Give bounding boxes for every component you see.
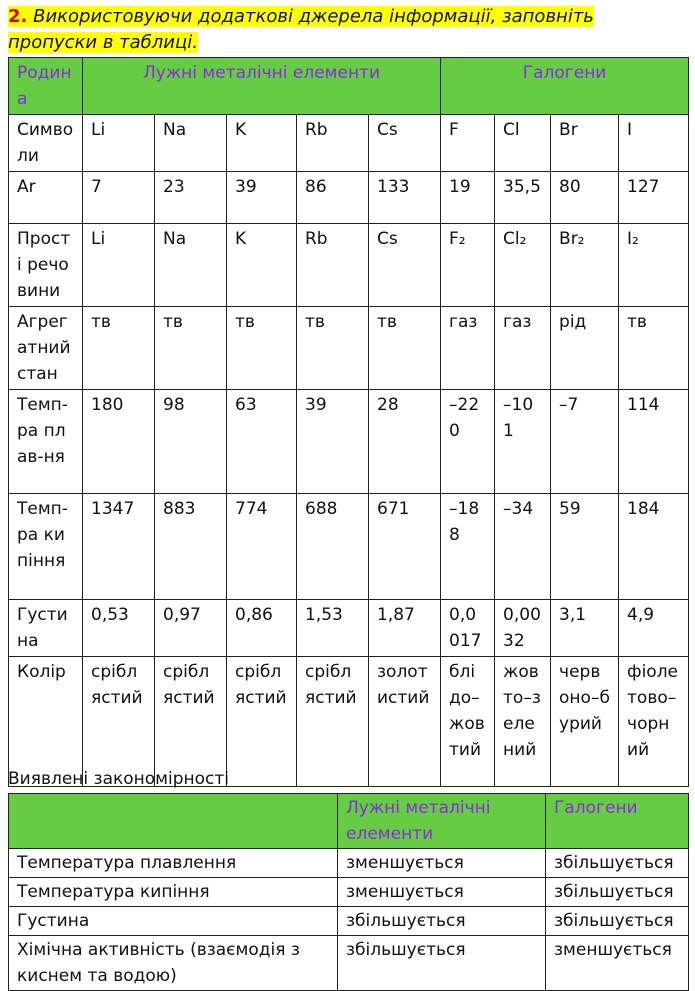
table-cell: Li xyxy=(83,224,155,307)
table-cell: Li xyxy=(83,115,155,172)
table-cell: червоно–бурий xyxy=(551,657,619,787)
header-alkali: Лужні металічні елементи xyxy=(338,794,546,849)
table-cell: 63 xyxy=(227,390,297,494)
table-cell: –7 xyxy=(551,390,619,494)
table-cell: сріблястий xyxy=(83,657,155,787)
table-cell: тв xyxy=(227,307,297,390)
table-cell: сріблястий xyxy=(297,657,369,787)
table-cell: 39 xyxy=(297,390,369,494)
table-cell: тв xyxy=(83,307,155,390)
table-cell: K xyxy=(227,115,297,172)
table-row xyxy=(9,600,689,657)
table-cell: Br₂ xyxy=(551,224,619,307)
table-row xyxy=(9,307,689,390)
table-cell: 0,53 xyxy=(83,600,155,657)
header-alkali: Лужні металічні елементи xyxy=(83,58,441,115)
table-cell: –220 xyxy=(441,390,495,494)
table-cell: 0,0017 xyxy=(441,600,495,657)
row-label: Густина xyxy=(9,600,83,657)
table-cell: Хімічна активність (взаємодія з киснем та водою) xyxy=(9,936,338,991)
table-cell: збільшується xyxy=(338,936,546,991)
table-cell: зменшується xyxy=(338,849,546,878)
header-halogens: Галогени xyxy=(441,58,689,115)
table-cell: 0,0032 xyxy=(495,600,551,657)
table-cell: 7 xyxy=(83,172,155,224)
row-label: Символи xyxy=(9,115,83,172)
row-label: Темп-ра кипіння xyxy=(9,494,83,600)
row-label: Колір xyxy=(9,657,83,787)
header-halogens: Галогени xyxy=(546,794,689,849)
table-row xyxy=(9,224,689,307)
table-cell: 28 xyxy=(369,390,441,494)
table-cell: 35,5 xyxy=(495,172,551,224)
table-cell: газ xyxy=(495,307,551,390)
table-cell: 1,87 xyxy=(369,600,441,657)
task-text: Використовуючи додаткові джерела інформації, заповніть пропуски в таблиці. xyxy=(8,6,594,53)
table-cell: 1347 xyxy=(83,494,155,600)
table-cell: Cs xyxy=(369,224,441,307)
table-cell: фіолетово–чорний xyxy=(619,657,689,787)
table-cell: тв xyxy=(155,307,227,390)
table-cell: –101 xyxy=(495,390,551,494)
header-property xyxy=(9,794,338,849)
table-cell: F₂ xyxy=(441,224,495,307)
row-label: Агрегатний стан xyxy=(9,307,83,390)
table-row xyxy=(9,907,689,936)
table-header-row xyxy=(9,794,689,849)
table-cell: сріблястий xyxy=(155,657,227,787)
table-row xyxy=(9,936,689,991)
table-cell: Rb xyxy=(297,224,369,307)
table-cell: Na xyxy=(155,224,227,307)
table-cell: рід xyxy=(551,307,619,390)
table-row xyxy=(9,878,689,907)
table-cell: Температура плавлення xyxy=(9,849,338,878)
table-cell: 59 xyxy=(551,494,619,600)
table-cell: 127 xyxy=(619,172,689,224)
table-row xyxy=(9,849,689,878)
table-cell: збільшується xyxy=(546,907,689,936)
table-cell: сріблястий xyxy=(227,657,297,787)
patterns-subtitle: Виявлені закономірності xyxy=(8,769,229,789)
table-cell: 688 xyxy=(297,494,369,600)
elements-table xyxy=(8,57,689,787)
table-cell: блідо–жовтий xyxy=(441,657,495,787)
table-cell: –34 xyxy=(495,494,551,600)
table-row xyxy=(9,115,689,172)
table-cell: жовто–зелений xyxy=(495,657,551,787)
table-cell: Cl₂ xyxy=(495,224,551,307)
table-cell: 774 xyxy=(227,494,297,600)
table-cell: зменшується xyxy=(546,936,689,991)
table-cell: 133 xyxy=(369,172,441,224)
row-label: Темп-ра плав-ня xyxy=(9,390,83,494)
table-row xyxy=(9,172,689,224)
table-cell: Cl xyxy=(495,115,551,172)
row-label: Ar xyxy=(9,172,83,224)
table-row xyxy=(9,390,689,494)
task-heading xyxy=(8,4,608,56)
table-cell: 1,53 xyxy=(297,600,369,657)
table-cell: тв xyxy=(297,307,369,390)
table-cell: 19 xyxy=(441,172,495,224)
table-cell: Густина xyxy=(9,907,338,936)
table-cell: 98 xyxy=(155,390,227,494)
table-cell: Температура кипіння xyxy=(9,878,338,907)
table-cell: зменшується xyxy=(338,878,546,907)
table-cell: Na xyxy=(155,115,227,172)
table-cell: золотистий xyxy=(369,657,441,787)
table-cell: газ xyxy=(441,307,495,390)
table-cell: збільшується xyxy=(338,907,546,936)
table-cell: Cs xyxy=(369,115,441,172)
table-cell: 184 xyxy=(619,494,689,600)
table-cell: Br xyxy=(551,115,619,172)
table-cell: 0,86 xyxy=(227,600,297,657)
patterns-table xyxy=(8,793,689,991)
table-cell: 4,9 xyxy=(619,600,689,657)
table-cell: 3,1 xyxy=(551,600,619,657)
table-cell: збільшується xyxy=(546,878,689,907)
table-cell: 114 xyxy=(619,390,689,494)
table-cell: 80 xyxy=(551,172,619,224)
table-row xyxy=(9,494,689,600)
table-cell: тв xyxy=(619,307,689,390)
row-label: Прості речовини xyxy=(9,224,83,307)
table-cell: 180 xyxy=(83,390,155,494)
table-cell: I xyxy=(619,115,689,172)
table-cell: 0,97 xyxy=(155,600,227,657)
table-cell: 671 xyxy=(369,494,441,600)
table-cell: збільшується xyxy=(546,849,689,878)
table-cell: K xyxy=(227,224,297,307)
table-cell: F xyxy=(441,115,495,172)
table-cell: тв xyxy=(369,307,441,390)
table-cell: 23 xyxy=(155,172,227,224)
table-header-row xyxy=(9,58,689,115)
table-cell: 39 xyxy=(227,172,297,224)
table-cell: 883 xyxy=(155,494,227,600)
table-cell: Rb xyxy=(297,115,369,172)
header-family: Родина xyxy=(9,58,83,115)
table-cell: –188 xyxy=(441,494,495,600)
task-number: 2. xyxy=(8,6,28,27)
table-cell: 86 xyxy=(297,172,369,224)
table-cell: I₂ xyxy=(619,224,689,307)
